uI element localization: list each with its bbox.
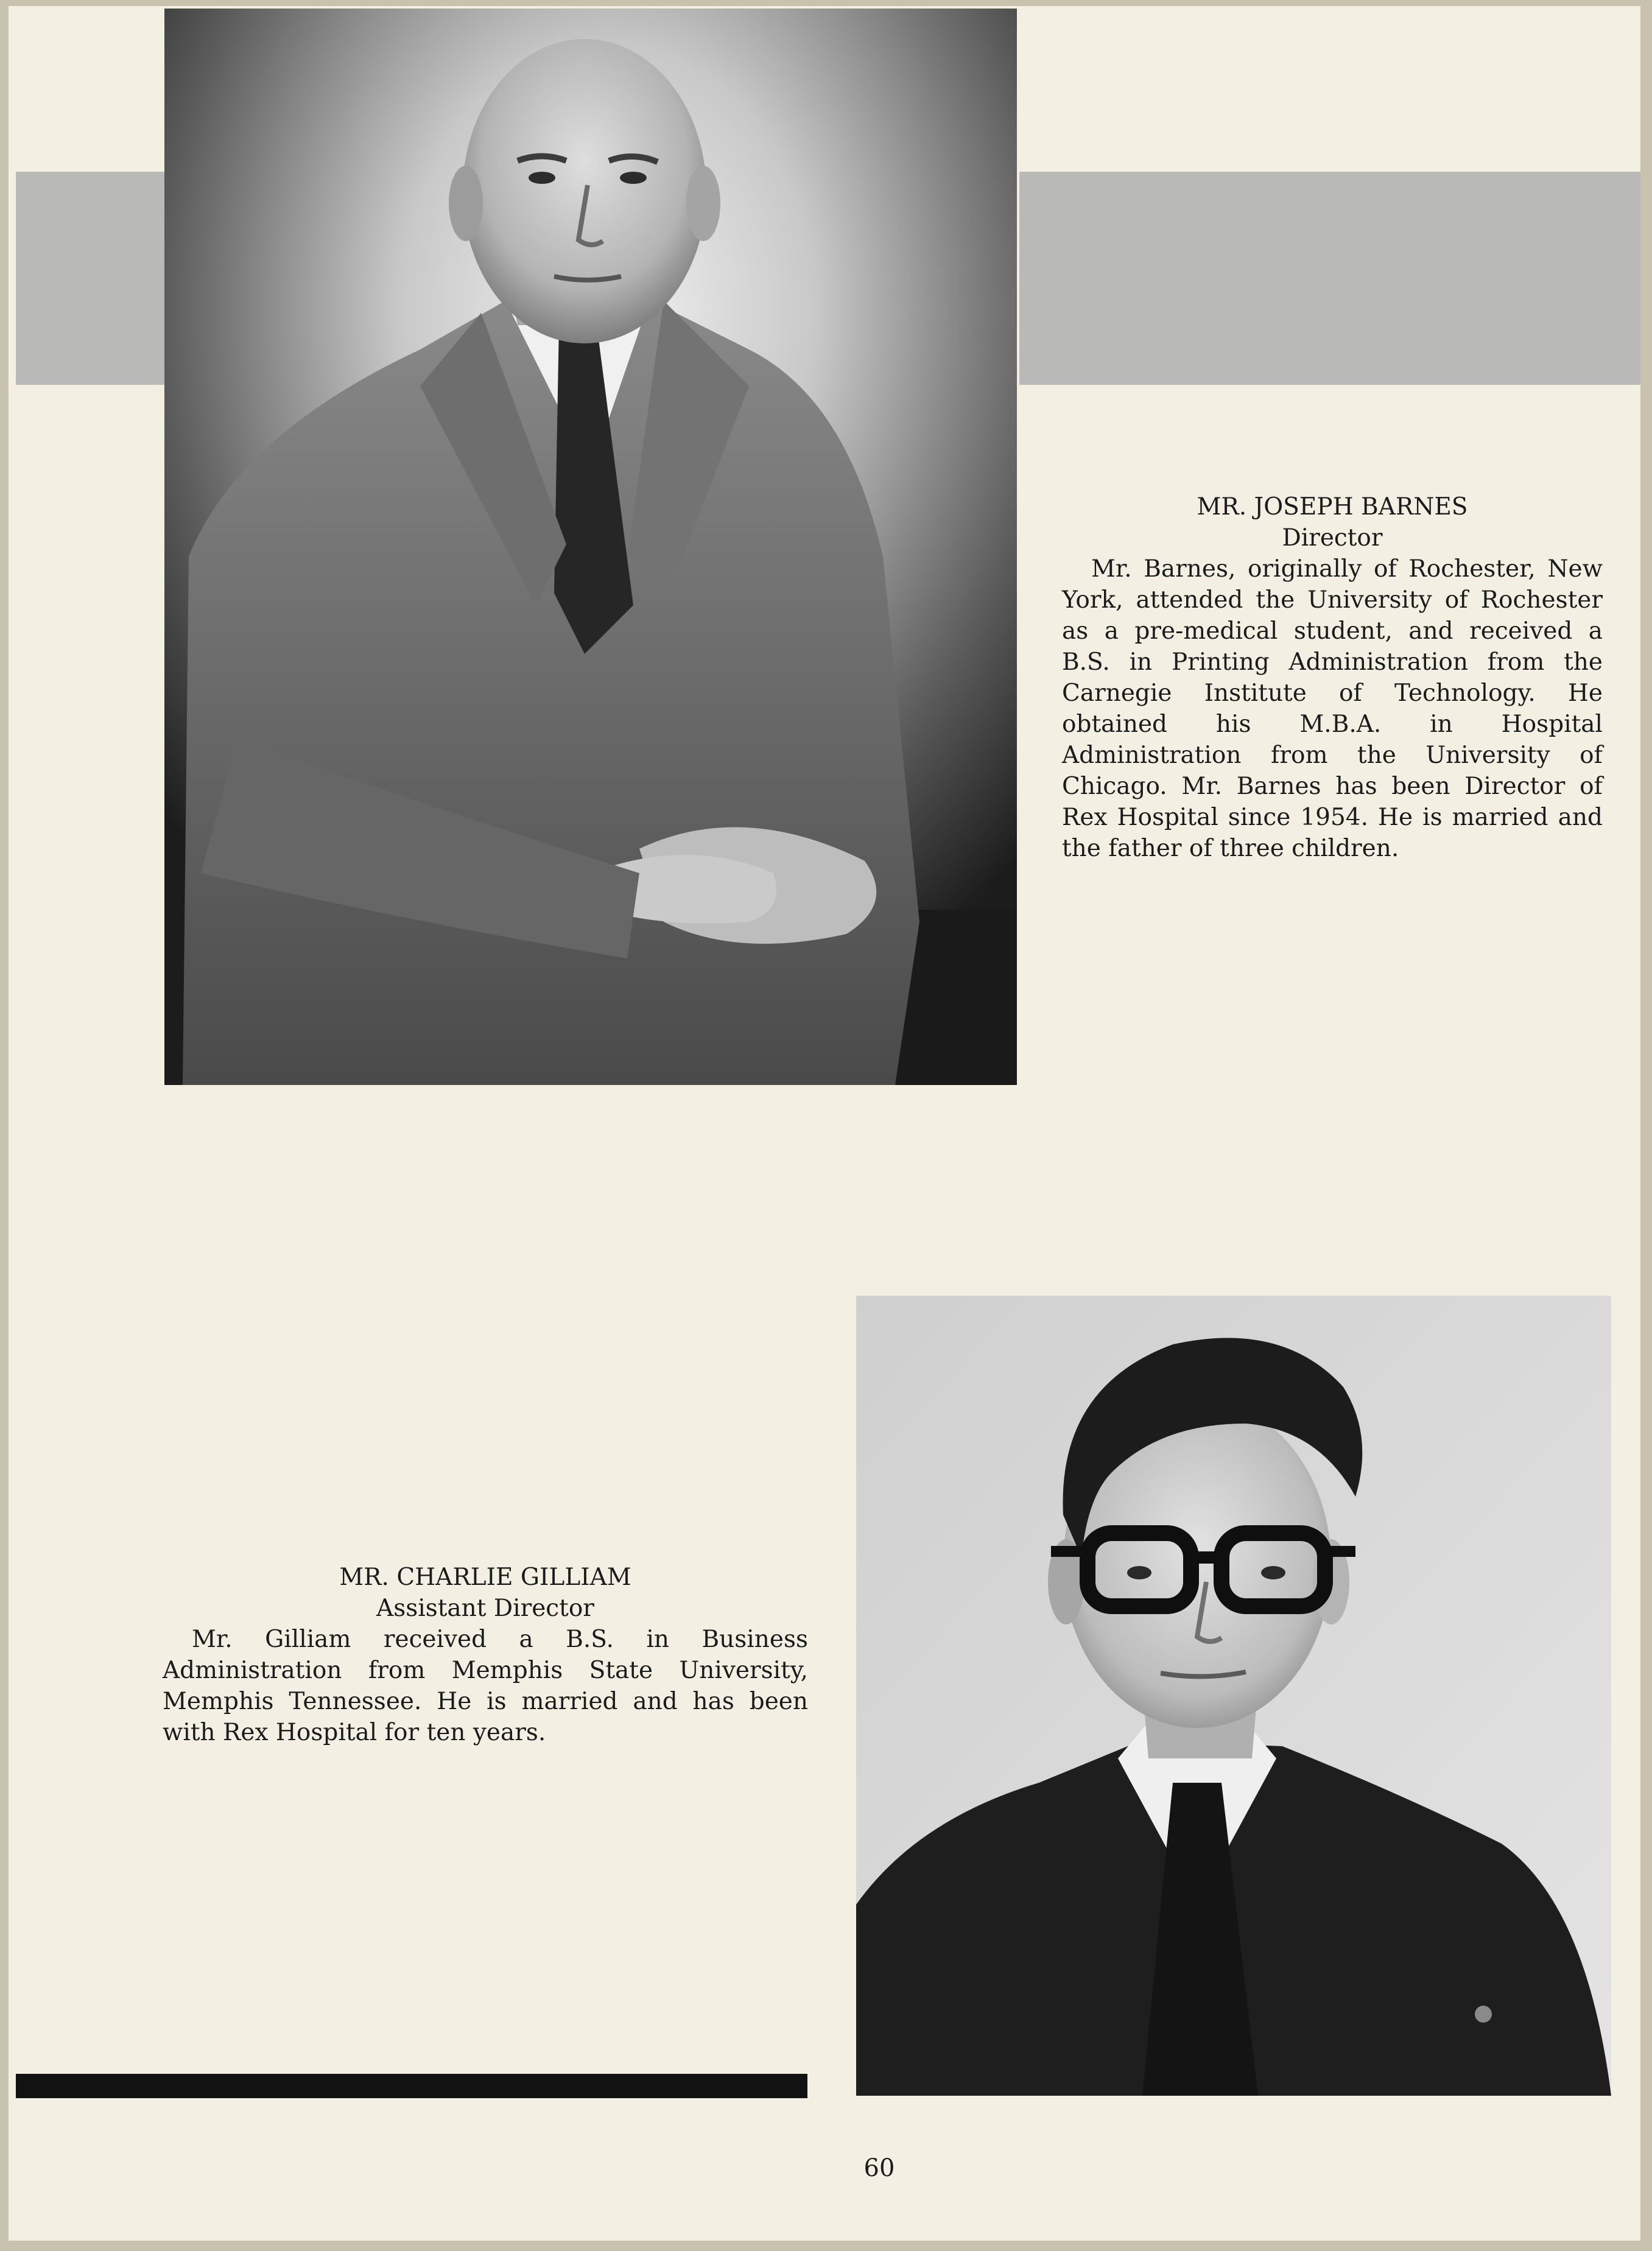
yearbook-page bbox=[9, 6, 1640, 2241]
page-number: 60 bbox=[863, 2154, 895, 2182]
barnes-portrait-photo bbox=[164, 9, 1017, 1085]
gilliam-name: MR. CHARLIE GILLIAM bbox=[339, 1564, 631, 1591]
barnes-title: Director bbox=[1282, 524, 1383, 552]
gilliam-title: Assistant Director bbox=[376, 1595, 594, 1622]
barnes-bio: Mr. Barnes, originally of Rochester, New York, attended the University of Rochester as a pre-medical student, and received a B.S. in Printing Administration from the Carnegie Institute of Technology. He obtained his M.B.A. in Hospital Administration from the University of Chicago. Mr. Barnes has been Director of Rex Hospital since 1954. He is married and the father of three children. bbox=[1062, 555, 1603, 862]
gilliam-bio: Mr. Gilliam received a B.S. in Business Administration from Memphis State University, Memphis Tennessee. He is married and has been with Rex Hospital for ten years. bbox=[163, 1626, 808, 1746]
gray-band-right bbox=[1019, 172, 1640, 385]
black-rule bbox=[16, 2074, 807, 2098]
gilliam-portrait-photo bbox=[856, 1296, 1611, 2096]
barnes-name: MR. JOSEPH BARNES bbox=[1197, 493, 1468, 521]
gray-band-left bbox=[16, 172, 166, 385]
barnes-caption bbox=[1062, 491, 1603, 864]
gilliam-caption bbox=[163, 1562, 808, 1748]
